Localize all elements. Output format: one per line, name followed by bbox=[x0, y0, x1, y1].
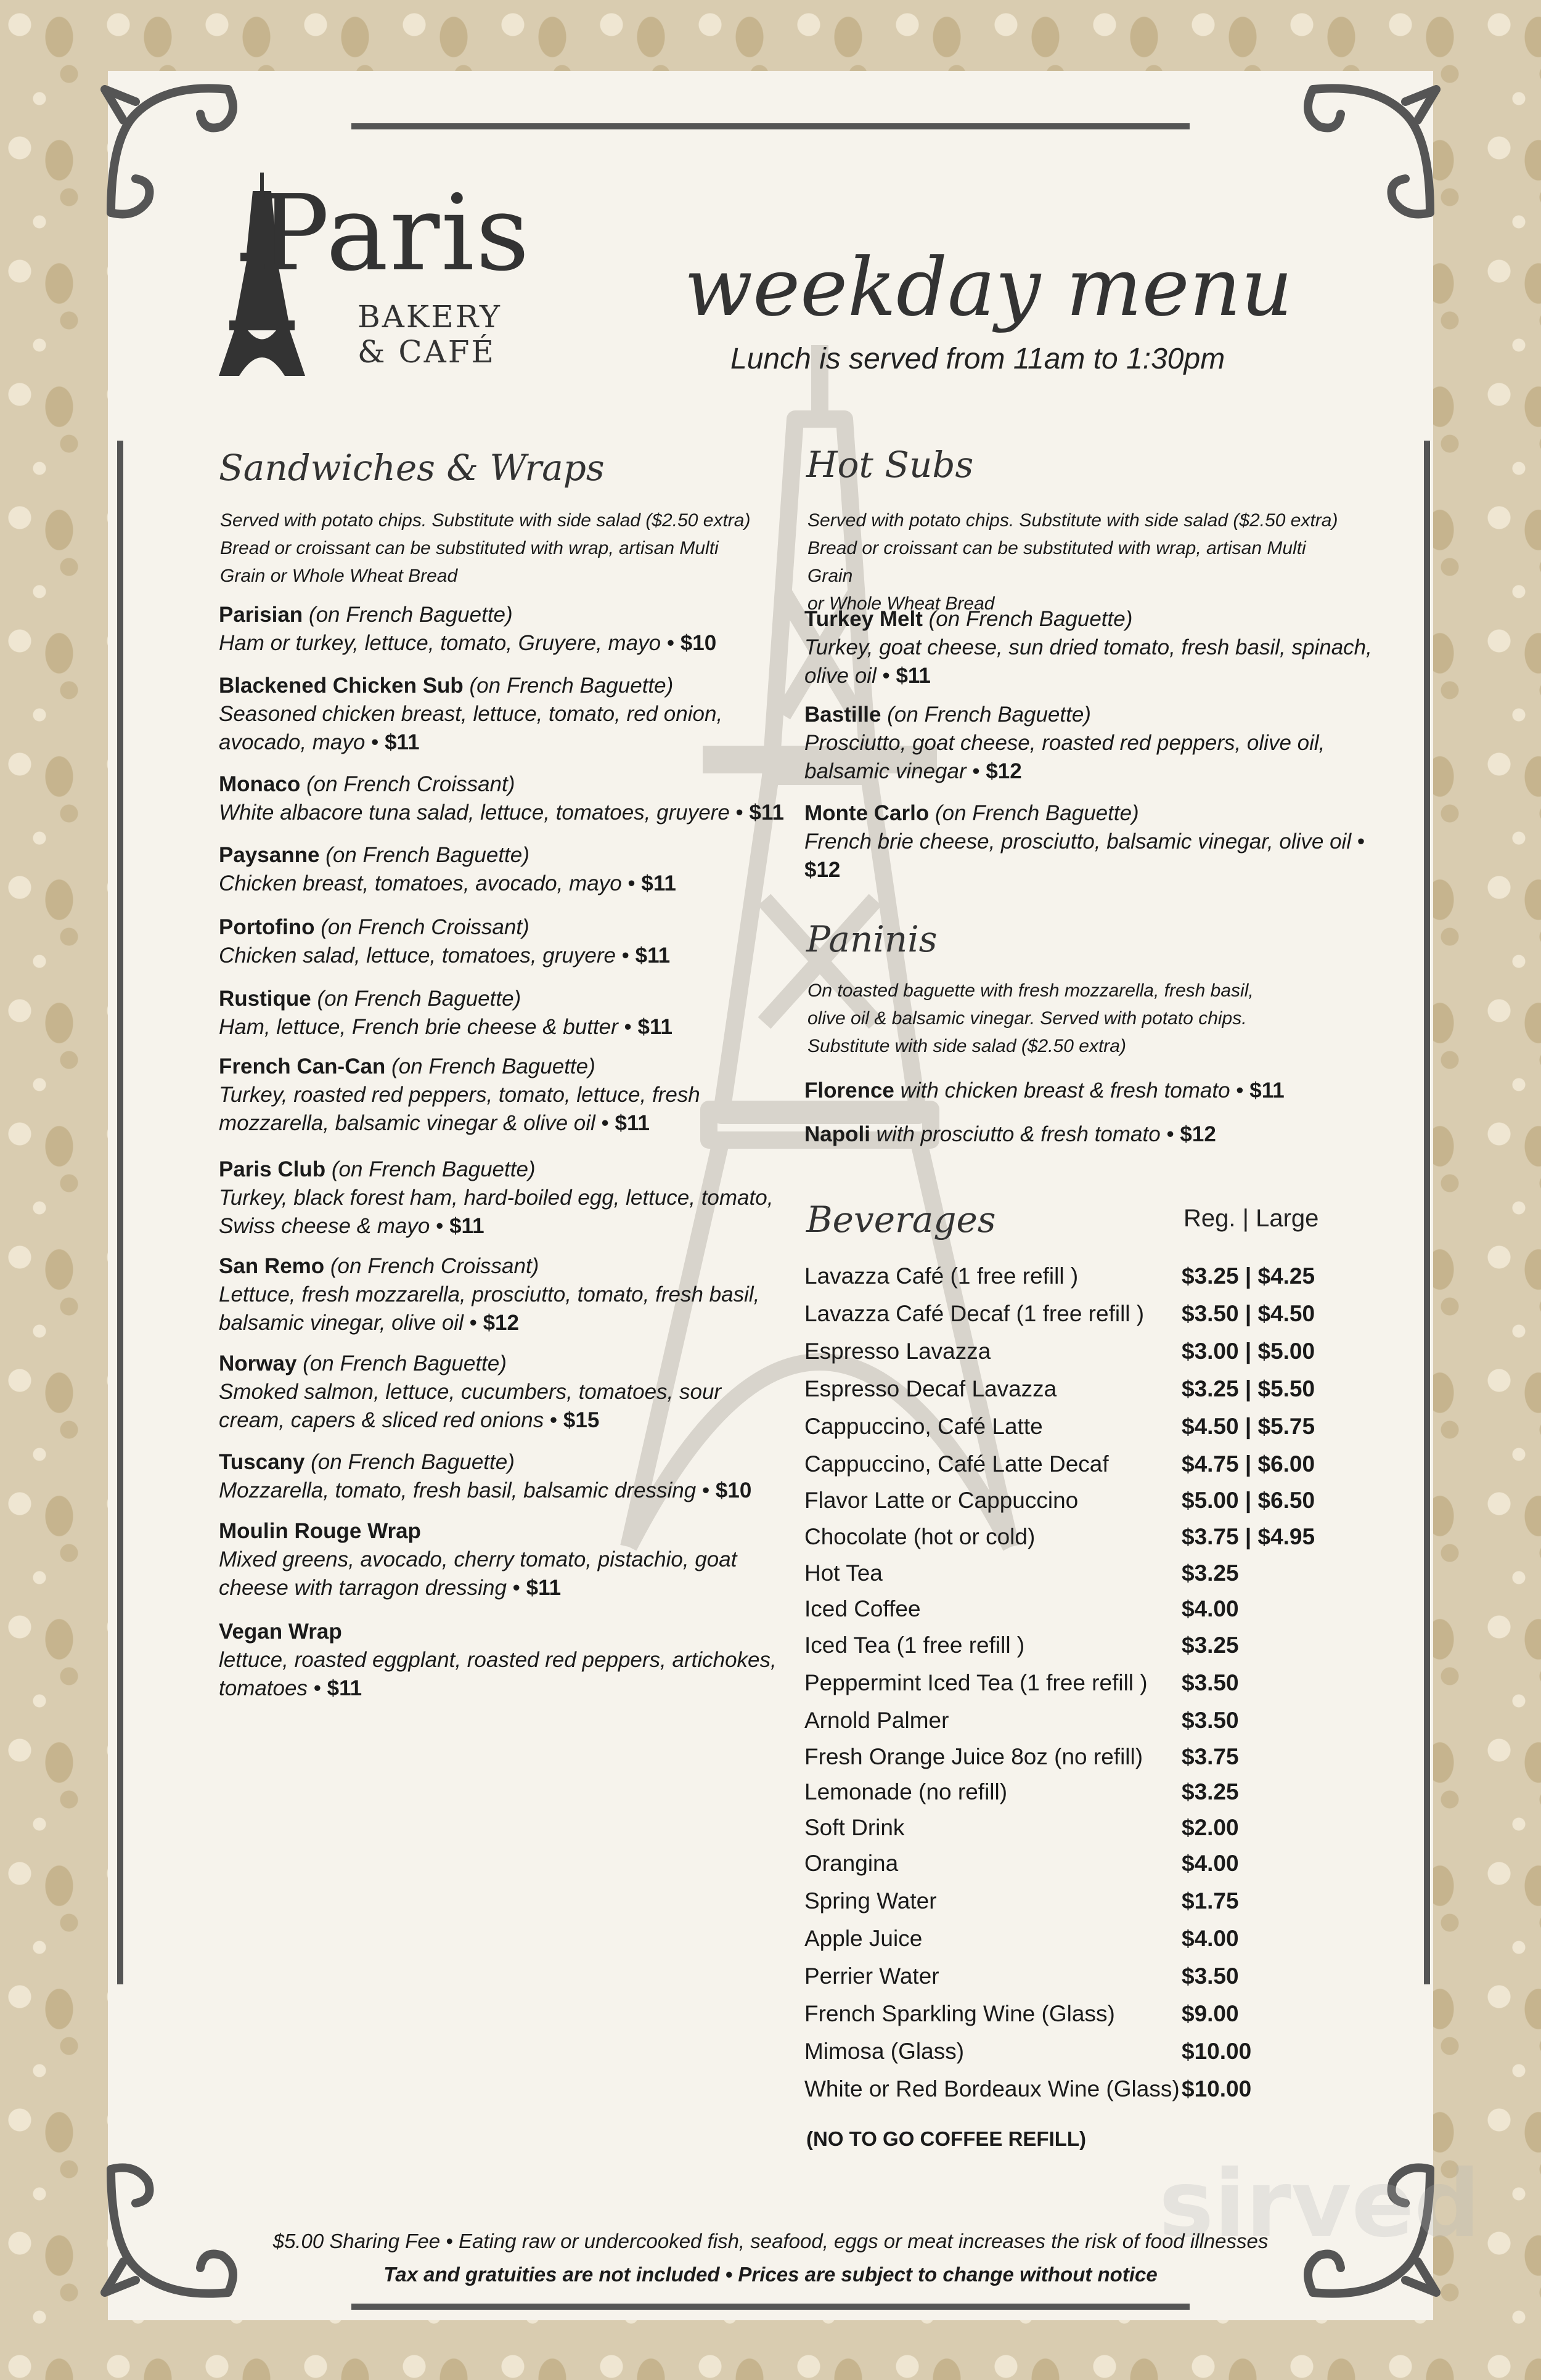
beverage-row: Mimosa (Glass) $10.00 bbox=[804, 2039, 1252, 2064]
sandwiches-note: Served with potato chips. Substitute with side salad ($2.50 extra) Bread or croissant can be substituted with wrap, artisan Multi Grain or Whole Wheat Bread bbox=[220, 510, 751, 586]
beverage-row: Cappuccino, Café Latte Decaf $4.75 | $6.00 bbox=[804, 1451, 1315, 1477]
menu-item-san-remo: San Remo (on French Croissant) Lettuce, fresh mozzarella, prosciutto, tomato, fresh basil, balsamic vinegar, olive oil • $12 bbox=[219, 1254, 760, 1335]
logo-name: Paris bbox=[259, 173, 531, 295]
footer-sharing-fee: $5.00 Sharing Fee • Eating raw or undercooked fish, seafood, eggs or meat increases the risk of food illnesses bbox=[272, 2230, 1269, 2252]
beverage-row: Flavor Latte or Cappuccino $5.00 | $6.50 bbox=[804, 1488, 1315, 1513]
frame-right-bar bbox=[1424, 441, 1430, 1984]
menu-item-blackened-chicken-sub: Blackened Chicken Sub (on French Baguette) Seasoned chicken breast, lettuce, tomato, red onion, avocado, mayo • $11 bbox=[219, 674, 723, 754]
beverage-row: Iced Coffee $4.00 bbox=[804, 1596, 1239, 1621]
logo-line2: & CAFÉ bbox=[358, 334, 496, 370]
section-title-hot-subs: Hot Subs bbox=[806, 444, 974, 486]
beverage-row: Lemonade (no refill) $3.25 bbox=[804, 1779, 1239, 1804]
beverage-row: Espresso Decaf Lavazza $3.25 | $5.50 bbox=[804, 1376, 1315, 1401]
beverage-row: Lavazza Café Decaf (1 free refill ) $3.50 | $4.50 bbox=[804, 1301, 1315, 1326]
paninis-note: On toasted baguette with fresh mozzarella, fresh basil, olive oil & balsamic vinegar. Served with potato chips. Substitute with side salad ($2.50 extra) bbox=[807, 980, 1254, 1056]
section-title-sandwiches: Sandwiches & Wraps bbox=[219, 447, 605, 489]
beverage-row: Spring Water $1.75 bbox=[804, 1888, 1239, 1913]
beverage-row: Hot Tea $3.25 bbox=[804, 1560, 1239, 1586]
beverage-row: Chocolate (hot or cold) $3.75 | $4.95 bbox=[804, 1524, 1315, 1549]
beverage-row: Arnold Palmer $3.50 bbox=[804, 1708, 1239, 1733]
menu-item-paris-club: Paris Club (on French Baguette) Turkey, black forest ham, hard-boiled egg, lettuce, tomato, Swiss cheese & mayo • $11 bbox=[219, 1157, 774, 1238]
menu-item-paysanne: Paysanne (on French Baguette) Chicken breast, tomatoes, avocado, mayo • $11 bbox=[219, 843, 676, 895]
menu-item-florence: Florence with chicken breast & fresh tomato • $11 bbox=[804, 1078, 1285, 1102]
logo-line1: BAKERY bbox=[358, 299, 502, 335]
beverage-row: Apple Juice $4.00 bbox=[804, 1926, 1239, 1951]
menu-item-tuscany: Tuscany (on French Baguette) Mozzarella, tomato, fresh basil, balsamic dressing • $10 bbox=[219, 1450, 752, 1502]
beverage-row: French Sparkling Wine (Glass) $9.00 bbox=[804, 2001, 1239, 2026]
menu-item-parisian: Parisian (on French Baguette) Ham or turkey, lettuce, tomato, Gruyere, mayo • $10 bbox=[219, 603, 717, 655]
frame-left-bar bbox=[117, 441, 123, 1984]
no-refill-note: (NO TO GO COFFEE REFILL) bbox=[806, 2127, 1087, 2150]
menu-item-vegan-wrap: Vegan Wrap lettuce, roasted eggplant, roasted red peppers, artichokes, tomatoes • $11 bbox=[219, 1620, 777, 1700]
menu-item-napoli: Napoli with prosciutto & fresh tomato • $12 bbox=[804, 1122, 1216, 1146]
beverage-row: Orangina $4.00 bbox=[804, 1851, 1239, 1876]
menu-item-portofino: Portofino (on French Croissant) Chicken salad, lettuce, tomatoes, gruyere • $11 bbox=[219, 915, 671, 968]
menu-item-monte-carlo: Monte Carlo (on French Baguette) French brie cheese, prosciutto, balsamic vinegar, olive oil • $12 bbox=[804, 801, 1365, 882]
beverage-row: Perrier Water $3.50 bbox=[804, 1963, 1239, 1989]
beverage-row: Espresso Lavazza $3.00 | $5.00 bbox=[804, 1339, 1315, 1364]
menu-item-french-can-can: French Can-Can (on French Baguette) Turkey, roasted red peppers, tomato, lettuce, fresh mozzarella, balsamic vinegar & olive oil • $11 bbox=[219, 1054, 700, 1135]
menu-item-turkey-melt: Turkey Melt (on French Baguette) Turkey, goat cheese, sun dried tomato, fresh basil, spinach, olive oil • $11 bbox=[804, 607, 1372, 688]
beverage-row: Iced Tea (1 free refill ) $3.25 bbox=[804, 1632, 1239, 1658]
beverage-row: Fresh Orange Juice 8oz (no refill) $3.75 bbox=[804, 1744, 1239, 1769]
beverage-row: Lavazza Café (1 free refill ) $3.25 | $4.25 bbox=[804, 1263, 1315, 1289]
menu-subtitle: Lunch is served from 11am to 1:30pm bbox=[730, 343, 1225, 375]
hot-subs-note: Served with potato chips. Substitute with side salad ($2.50 extra) Bread or croissant can be substituted with wrap, artisan Multi Grain or Whole Wheat Bread bbox=[807, 510, 1338, 614]
beverage-row: White or Red Bordeaux Wine (Glass) $10.00 bbox=[804, 2076, 1252, 2101]
section-title-beverages: Beverages bbox=[806, 1199, 996, 1241]
menu-item-monaco: Monaco (on French Croissant) White albacore tuna salad, lettuce, tomatoes, gruyere • $11 bbox=[219, 772, 784, 825]
frame-bottom-bar bbox=[351, 2304, 1190, 2310]
beverage-row: Peppermint Iced Tea (1 free refill ) $3.50 bbox=[804, 1670, 1239, 1695]
section-title-paninis: Paninis bbox=[806, 918, 938, 960]
logo bbox=[216, 173, 531, 376]
menu-item-norway: Norway (on French Baguette) Smoked salmon, lettuce, cucumbers, tomatoes, sour cream, capers & sliced red onions • $15 bbox=[219, 1351, 722, 1432]
corner-ornament-top-right-icon bbox=[1294, 65, 1455, 225]
footer-tax-notice: Tax and gratuities are not included • Prices are subject to change without notice bbox=[383, 2263, 1158, 2286]
beverage-row: Cappuccino, Café Latte $4.50 | $5.75 bbox=[804, 1414, 1315, 1439]
sirved-watermark: sirved bbox=[1159, 2151, 1481, 2258]
menu-item-bastille: Bastille (on French Baguette) Prosciutto, goat cheese, roasted red peppers, olive oil, balsamic vinegar • $12 bbox=[804, 703, 1325, 783]
frame-top-bar bbox=[351, 123, 1190, 129]
menu-title: weekday menu bbox=[684, 240, 1293, 334]
beverages-size-header: Reg. | Large bbox=[1183, 1205, 1319, 1232]
beverage-row: Soft Drink $2.00 bbox=[804, 1815, 1239, 1840]
menu-item-moulin-rouge-wrap: Moulin Rouge Wrap Mixed greens, avocado, cherry tomato, pistachio, goat cheese with tarragon dressing • $11 bbox=[219, 1519, 737, 1600]
menu-item-rustique: Rustique (on French Baguette) Ham, lettuce, French brie cheese & butter • $11 bbox=[219, 987, 672, 1039]
